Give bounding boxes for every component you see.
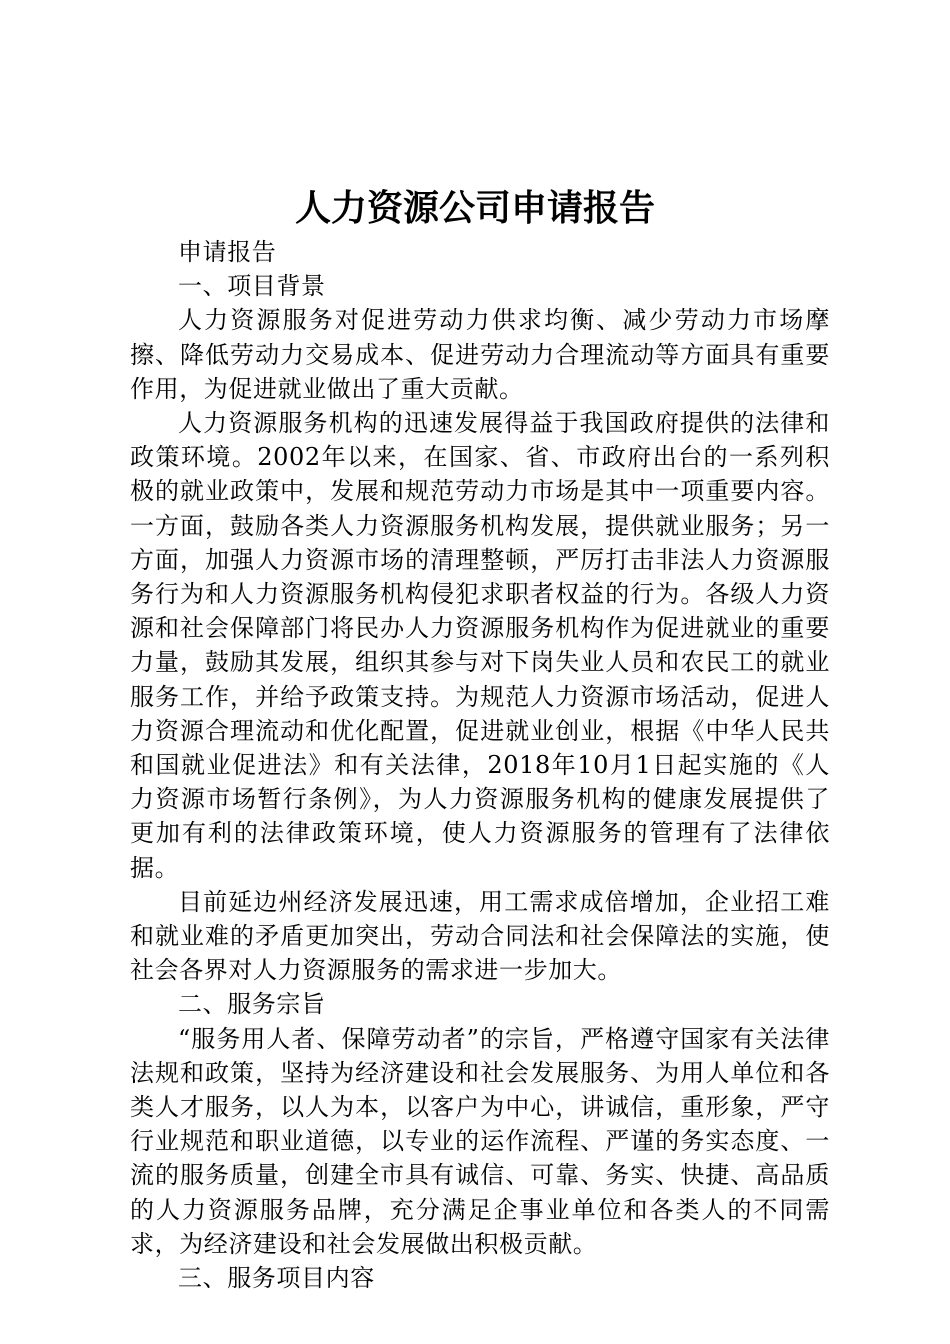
section-label-application: 申请报告 — [178, 238, 277, 266]
paragraph-local-economy: 目前延边州经济发展迅速，用工需求成倍增加，企业招工难和就业难的矛盾更加突出，劳动合同法和社会保障法的实施，使社会各界对人力资源服务的需求进一步加大。 — [130, 887, 830, 985]
paragraph-policy-environment: 人力资源服务机构的迅速发展得益于我国政府提供的法律和政策环境。2002年以来，在国家、省、市政府出台的一系列积极的就业政策中，发展和规范劳动力市场是其中一项重要内容。一方面，鼓励各类人力资源服务机构发展，提供就业服务；另一方面，加强人力资源市场的清理整顿，严厉打击非法人力资源服务行为和人力资源服务机构侵犯求职者权益的行为。各级人力资源和社会保障部门将民办人力资源服务机构作为促进就业的重要力量，鼓励其发展，组织其参与对下岗失业人员和农民工的就业服务工作，并给予政策支持。为规范人力资源市场活动，促进人力资源合理流动和优化配置，促进就业创业，根据《中华人民共和国就业促进法》和有关法律，2018年10月1日起实施的《人力资源市场暂行条例》，为人力资源服务机构的健康发展提供了更加有利的法律政策环境，使人力资源服务的管理有了法律依据。 — [130, 409, 830, 882]
section-heading-purpose: 二、服务宗旨 — [178, 990, 326, 1019]
document-title: 人力资源公司申请报告 — [294, 187, 655, 229]
document-body — [130, 235, 830, 1295]
paragraph-service-purpose: “服务用人者、保障劳动者”的宗旨，严格遵守国家有关法律法规和政策，坚持为经济建设和社会发展服务、为用人单位和各类人才服务，以人为本，以客户为中心，讲诚信，重形象，严守行业规范和职业道德，以专业的运作流程、严谨的务实态度、一流的服务质量，创建全市具有诚信、可靠、务实、快捷、高品质的人力资源服务品牌，充分满足企事业单位和各类人的不同需求，为经济建设和社会发展做出积极贡献。 — [130, 1024, 830, 1258]
section-heading-service-items: 三、服务项目内容 — [178, 1264, 375, 1293]
section-heading-background: 一、项目背景 — [178, 272, 326, 301]
paragraph-background-intro: 人力资源服务对促进劳动力供求均衡、减少劳动力市场摩擦、降低劳动力交易成本、促进劳动力合理流动等方面具有重要作用，为促进就业做出了重大贡献。 — [130, 306, 830, 403]
